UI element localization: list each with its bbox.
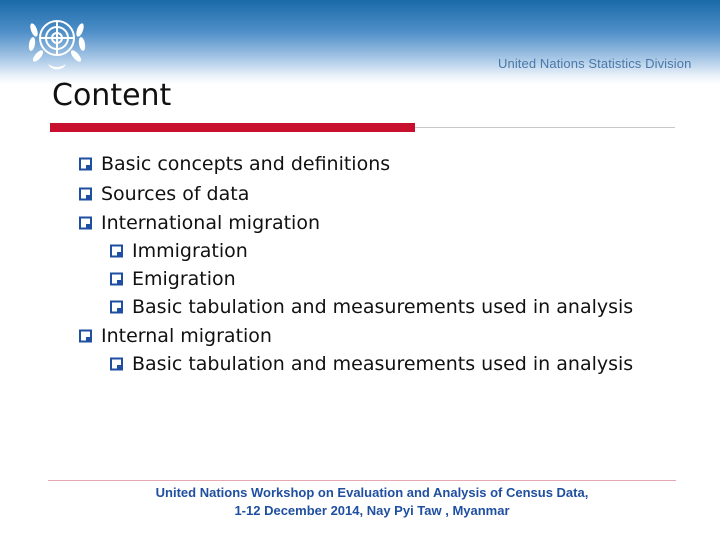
header-band <box>0 0 720 84</box>
slide-title: Content <box>52 78 172 113</box>
footer <box>48 484 696 520</box>
list-item-text: Immigration <box>132 240 248 262</box>
hollow-square-bullet-icon <box>109 244 124 258</box>
list-item <box>78 183 249 205</box>
footer-divider <box>48 480 676 481</box>
list-item-text: Basic tabulation and measurements used in analysis <box>132 353 634 375</box>
list-item <box>78 212 320 234</box>
hollow-square-bullet-icon <box>109 300 124 314</box>
hollow-square-bullet-icon <box>109 272 124 286</box>
list-item-text: International migration <box>101 212 321 234</box>
hollow-square-bullet-icon <box>78 187 93 201</box>
title-underline-accent <box>50 123 415 132</box>
list-item <box>109 268 236 290</box>
list-item <box>109 240 248 262</box>
list-item-text: Basic tabulation and measurements used in analysis <box>132 296 634 318</box>
title-underline-rule <box>415 127 675 128</box>
hollow-square-bullet-icon <box>78 329 93 343</box>
list-item-text: Internal migration <box>101 325 272 347</box>
list-item <box>109 353 633 375</box>
list-item <box>78 325 272 347</box>
organization-name: United Nations Statistics Division <box>498 56 692 71</box>
hollow-square-bullet-icon <box>78 157 93 171</box>
list-item-text: Emigration <box>132 268 236 290</box>
list-item-text: Sources of data <box>101 183 250 205</box>
list-item <box>109 296 633 318</box>
list-item <box>78 153 390 175</box>
footer-line-2: 1-12 December 2014, Nay Pyi Taw , Myanmar <box>234 503 510 518</box>
hollow-square-bullet-icon <box>109 357 124 371</box>
un-emblem-icon <box>20 8 94 74</box>
list-item-text: Basic concepts and definitions <box>101 153 391 175</box>
hollow-square-bullet-icon <box>78 216 93 230</box>
footer-line-1: United Nations Workshop on Evaluation and Analysis of Census Data, <box>155 485 589 500</box>
